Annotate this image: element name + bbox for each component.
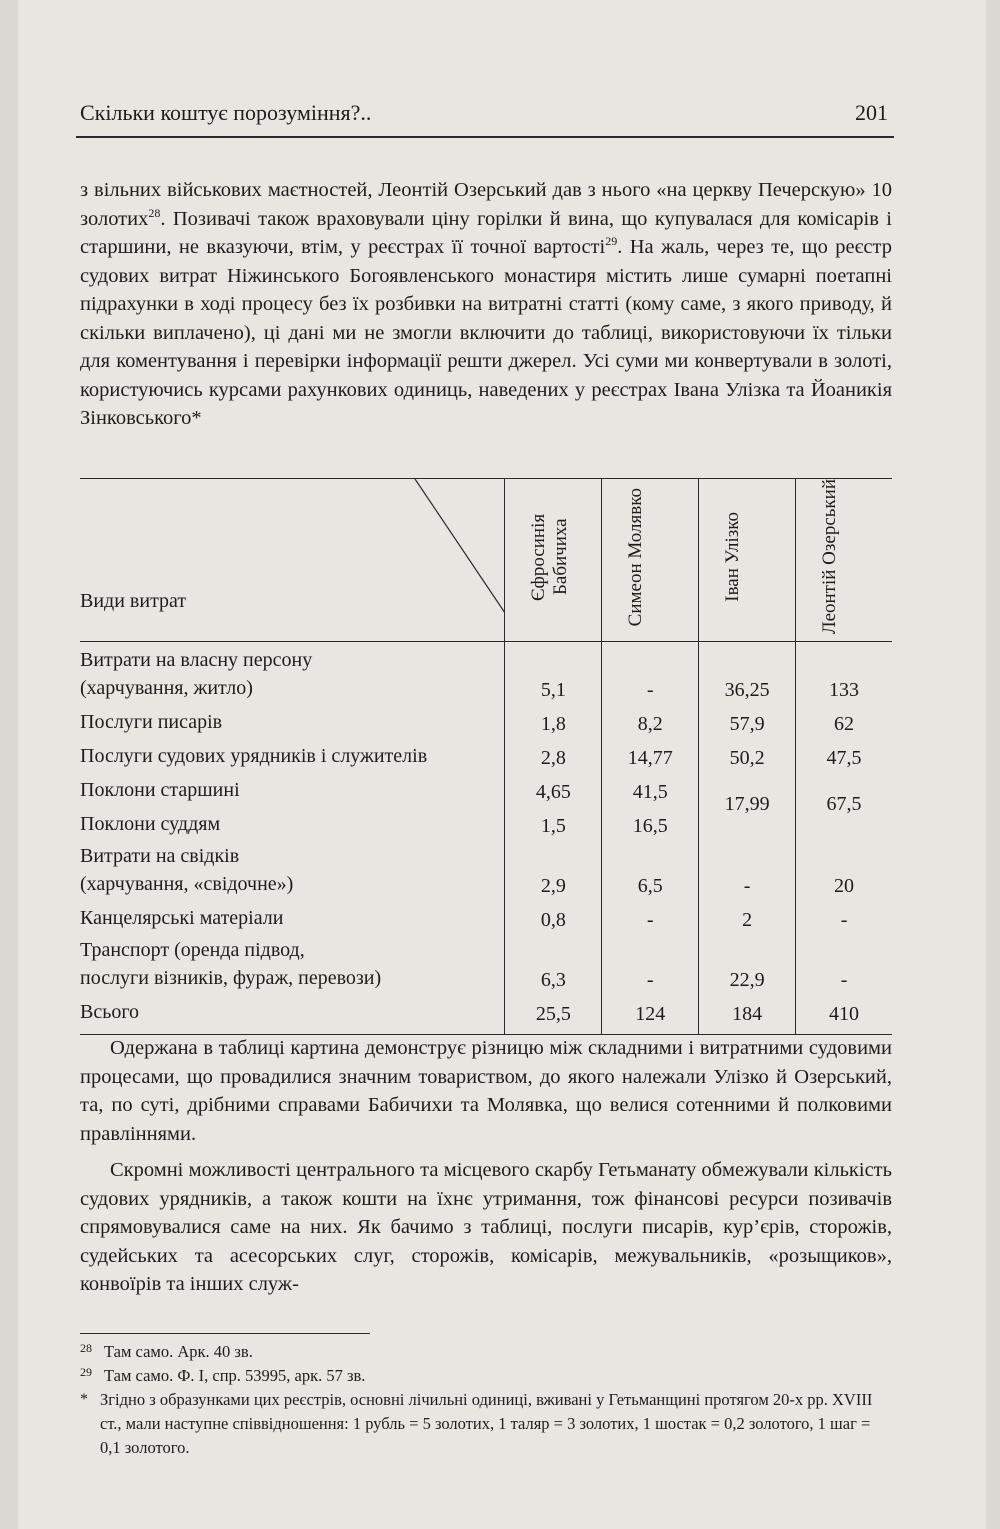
page-number: 201 (855, 100, 888, 125)
footnote-star (80, 1388, 892, 1460)
running-title: Скільки коштує порозуміння?.. (80, 100, 372, 125)
column-header-label: Єфросинія Бабичиха (528, 513, 572, 601)
cell-value: - (699, 838, 796, 898)
cell-value: 22,9 (699, 932, 796, 992)
footnote-mark: 28 (80, 1341, 92, 1355)
row-label-line-2: послуги візників, фураж, перевози) (80, 967, 382, 989)
footnote-mark: * (80, 1391, 88, 1408)
cell-value: 36,25 (699, 642, 796, 703)
cell-value: 2 (699, 898, 796, 932)
paragraph-1-part-c: . На жаль, через те, що реєстр судових витрат Ніжинського Богоявленського монастиря містить лише сумарні поетапні підрахунки в ході процесу без їх розбивки на витратні статті (кому саме, з якого приводу, й скільки виплачено), ці дані ми не змогли включити до таблиці, використовуючи їх тільки для коментування і перевірки інформації решти джерел. Усі суми ми конвертували в золоті, користуючись курсами рахункових одиниць, наведених у реєстрах Івана Улізка та Йоаникія Зінковського* (80, 236, 892, 429)
table-row (80, 702, 892, 736)
row-label: Канцелярські матеріали (80, 907, 284, 929)
cell-value: 5,1 (505, 642, 602, 703)
footnote-mark: 29 (80, 1365, 92, 1379)
row-label: Послуги писарів (80, 711, 223, 733)
column-header-label: Леонтій Озерський (819, 479, 841, 635)
table-row (80, 642, 892, 703)
row-label-line-2: (харчування, «свідочне») (80, 873, 294, 895)
paragraph-3-block (80, 1156, 892, 1299)
cell-value: 0,8 (505, 898, 602, 932)
row-label-line-1: Транспорт (оренда підвод, (80, 939, 305, 961)
row-label-line-1: Витрати на власну персону (80, 649, 313, 671)
row-label: Послуги судових урядників і служителів (80, 745, 428, 767)
cell-value: 57,9 (699, 702, 796, 736)
footnote-ref-29: 29 (605, 234, 618, 249)
column-header-ozerskyi (796, 479, 892, 642)
paragraph-1-part-b: . Позивачі також враховували ціну горілки й вина, що купувалася для комісарів і старшини, не вказуючи, втім, у реєстрах її точної вартості (80, 207, 892, 258)
book-page (18, 0, 986, 1529)
cell-value: 8,2 (602, 702, 699, 736)
cell-value: 184 (699, 992, 796, 1035)
table-row (80, 898, 892, 932)
cell-value: 62 (796, 702, 892, 736)
cell-value: 1,5 (505, 804, 602, 838)
paragraph-2-block (80, 1034, 892, 1148)
row-label-line-1: Витрати на свідків (80, 845, 240, 867)
cell-value: 6,5 (602, 838, 699, 898)
cell-value: - (796, 898, 892, 932)
row-label (80, 838, 505, 898)
footnote-28 (80, 1340, 892, 1364)
paragraph-2: Одержана в таблиці картина демонструє різницю між складними і витратними судовими процесами, що провадилися значним товариством, до якого належали Улізко й Озерський, та, по суті, дрібними справами Бабичихи та Молявка, що велися сотенними й полковими правліннями. (80, 1037, 892, 1145)
row-label (80, 932, 505, 992)
table-total-row (80, 992, 892, 1035)
row-label (80, 642, 505, 703)
cell-value: 47,5 (796, 736, 892, 770)
cell-value: 16,5 (602, 804, 699, 838)
table-header-row (80, 479, 892, 642)
cell-value: 4,65 (505, 770, 602, 804)
paragraph-1-part-a: з вільних військових маєтностей, Леонтій Озерський дав з нього «на церкву Печерскую» 10 золотих (80, 179, 892, 230)
table-row (80, 838, 892, 898)
expenses-table (80, 478, 892, 1035)
table-corner-cell (80, 479, 505, 642)
cell-value: 50,2 (699, 736, 796, 770)
cell-value: 124 (602, 992, 699, 1035)
cell-value: 14,77 (602, 736, 699, 770)
running-header (80, 100, 888, 126)
paragraph-1 (80, 176, 892, 433)
cell-value: 41,5 (602, 770, 699, 804)
cell-value-merged: 67,5 (796, 770, 892, 838)
footnotes (80, 1340, 892, 1460)
cell-value: 133 (796, 642, 892, 703)
column-header-molyavko (602, 479, 699, 642)
paragraph-3: Скромні можливості центрального та місцевого скарбу Гетьманату обмежували кількість судових урядників, а також кошти на їхнє утримання, тож фінансові ресурси позивачів спрямовувалися саме на них. Як бачимо з таблиці, послуги писарів, кур’єрів, сторожів, судейських та асесорських слуг, сторожів, комісарів, межувальників, «розыщиков», конвоїрів та інших служ- (80, 1159, 892, 1295)
cell-value: 410 (796, 992, 892, 1035)
cell-value: - (796, 932, 892, 992)
cell-value: 6,3 (505, 932, 602, 992)
footnote-ref-28: 28 (148, 205, 161, 220)
table-row (80, 770, 892, 804)
footnote-text: Згідно з образунками цих реєстрів, основні лічильні одиниці, вживані у Гетьманщині протягом 20-х рр. XVIII ст., мали наступне співвідношення: 1 рубль = 5 золотих, 1 таляр = 3 золотих, 1 шостак = 0,2 золотого, 1 шаг = 0,1 золотого. (100, 1390, 873, 1457)
column-header-label: Іван Улізко (722, 512, 744, 602)
column-header-babychykha (505, 479, 602, 642)
table-row (80, 736, 892, 770)
footnote-rule (80, 1333, 370, 1334)
cell-value: 2,9 (505, 838, 602, 898)
header-rule (76, 136, 894, 138)
cell-value: 1,8 (505, 702, 602, 736)
cell-value: 25,5 (505, 992, 602, 1035)
cell-value: 20 (796, 838, 892, 898)
column-header-ulizko (699, 479, 796, 642)
row-label-line-2: (харчування, житло) (80, 677, 253, 699)
cell-value: - (602, 898, 699, 932)
cell-value: - (602, 642, 699, 703)
row-label: Всього (80, 1001, 140, 1023)
footnote-29 (80, 1364, 892, 1388)
cell-value: 2,8 (505, 736, 602, 770)
footnote-text: Там само. Арк. 40 зв. (104, 1342, 253, 1361)
row-label: Поклони старшині (80, 779, 240, 801)
footnote-text: Там само. Ф. І, спр. 53995, арк. 57 зв. (104, 1366, 366, 1385)
column-header-label: Симеон Молявко (625, 487, 647, 627)
table-row (80, 932, 892, 992)
cell-value: - (602, 932, 699, 992)
row-label: Поклони суддям (80, 813, 221, 835)
cell-value-merged: 17,99 (699, 770, 796, 838)
corner-label: Види витрат (80, 590, 187, 612)
